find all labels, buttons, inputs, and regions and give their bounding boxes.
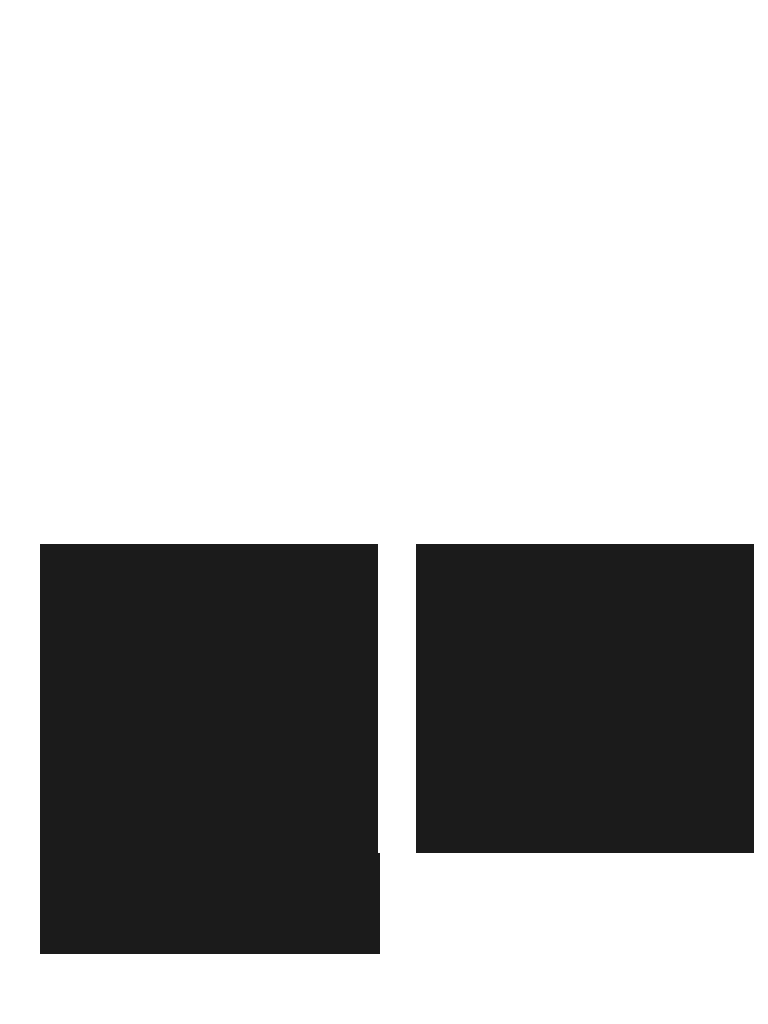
comparator-left	[0, 540, 382, 954]
comparator-right	[378, 540, 754, 853]
